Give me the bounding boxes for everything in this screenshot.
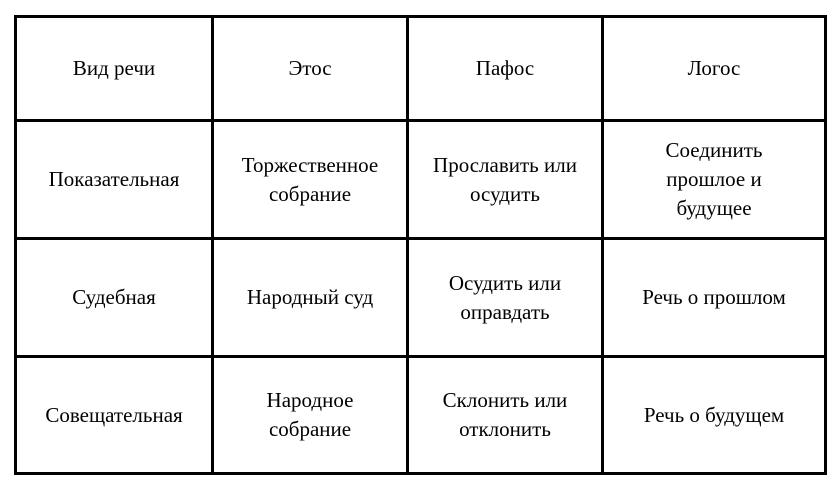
header-cell-ethos: Этос [213, 17, 408, 121]
table-cell: Судебная [16, 239, 213, 357]
table-cell: Совещательная [16, 357, 213, 474]
table-cell: Соединить прошлое и будущее [603, 121, 826, 239]
rhetoric-table-container [14, 15, 824, 472]
table-row [16, 121, 826, 239]
header-cell-logos: Логос [603, 17, 826, 121]
table-cell: Речь о будущем [603, 357, 826, 474]
table-cell: Склонить или отклонить [408, 357, 603, 474]
header-cell-speech-type: Вид речи [16, 17, 213, 121]
table-cell: Народный суд [213, 239, 408, 357]
table-row [16, 239, 826, 357]
table-row [16, 357, 826, 474]
table-cell: Торжественное собрание [213, 121, 408, 239]
table-cell: Народное собрание [213, 357, 408, 474]
header-cell-pathos: Пафос [408, 17, 603, 121]
table-cell: Показательная [16, 121, 213, 239]
table-cell: Речь о прошлом [603, 239, 826, 357]
table-cell: Осудить или оправдать [408, 239, 603, 357]
table-cell: Прославить или осудить [408, 121, 603, 239]
rhetoric-table [14, 15, 827, 475]
table-header-row [16, 17, 826, 121]
